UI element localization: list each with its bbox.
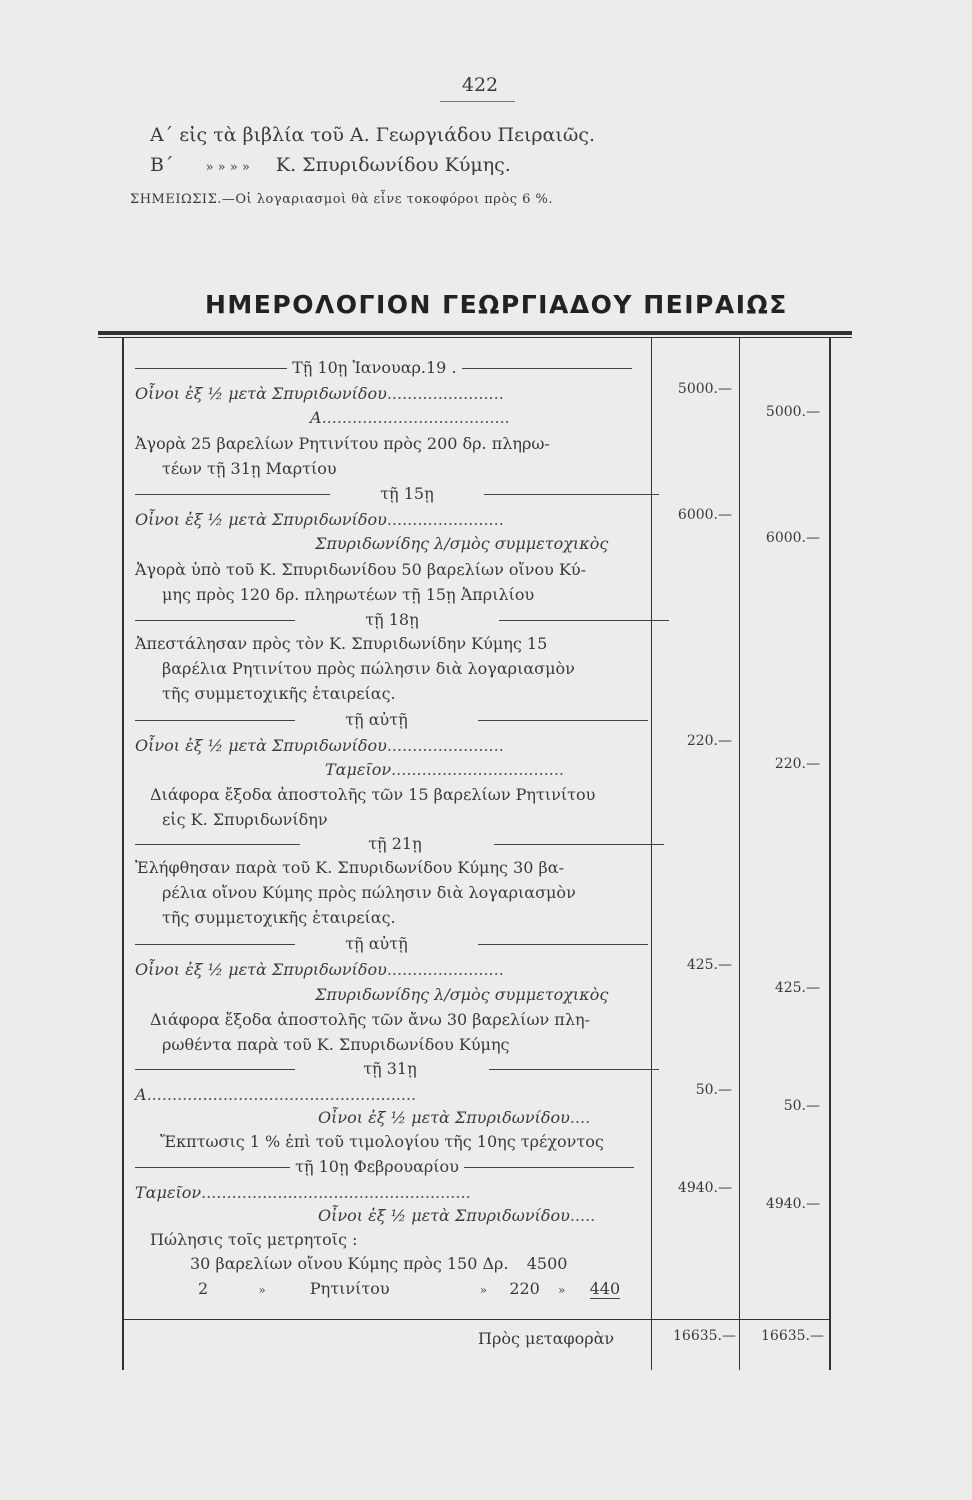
entry-4-text-2: εἰς Κ. Σπυριδωνίδην — [162, 810, 328, 829]
entry-6-date — [135, 934, 648, 953]
sale-row-2-desc: Ρητινίτου — [309, 1279, 390, 1298]
dot-leader: ....................... — [386, 736, 504, 755]
entry-2-date — [135, 484, 659, 503]
dot-leader: ..................................................... — [146, 1085, 417, 1104]
entry-1-credit: 5000.— — [765, 404, 820, 420]
dot-leader: .... — [569, 1108, 591, 1127]
page-number-underline — [440, 101, 515, 102]
entry-3-date — [135, 610, 669, 629]
entry-4-credit-line — [325, 760, 564, 779]
date-dash-left — [135, 494, 330, 495]
line-b-ditto: » » » » — [205, 160, 250, 175]
entry-6-debit: 425.— — [686, 957, 732, 973]
entry-4-text-1: Διάφορα ἔξοδα ἀποστολῆς τῶν 15 βαρελίων Ρητινίτου — [150, 785, 596, 804]
date-dash-right — [494, 844, 664, 845]
entry-7-credit-line — [318, 1108, 590, 1127]
entry-2-text-2: μης πρὸς 120 δρ. πληρωτέων τῇ 15ῃ Ἀπριλίου — [162, 585, 535, 604]
date-dash-right — [462, 368, 632, 369]
dot-leader: ..................................... — [321, 408, 510, 427]
entry-8-date-text: τῇ 10ῃ Φεβρουαρίου — [295, 1157, 459, 1176]
entry-6-credit-account: Σπυριδωνίδης λ/σμὸς συμμετοχικὸς — [315, 985, 609, 1004]
top-rule-thick — [98, 331, 852, 335]
entry-7-debit-account: Α — [135, 1085, 147, 1104]
entry-5-date-text: τῇ 21ῃ — [368, 834, 422, 853]
entry-4-credit: 220.— — [774, 756, 820, 772]
journal-title: ΗΜΕΡΟΛΟΓΙΟΝ ΓΕΩΡΓΙΑΔΟΥ ΠΕΙΡΑΙΩΣ — [205, 290, 788, 319]
entry-6-text-2: ρωθέντα παρὰ τοῦ Κ. Σπυριδωνίδου Κύμης — [162, 1035, 510, 1054]
sale-row-2 — [198, 1279, 620, 1298]
date-dash-left — [135, 1167, 290, 1168]
entry-7-debit: 50.— — [695, 1082, 732, 1098]
entry-5-text-1: Ἐλήφθησαν παρὰ τοῦ Κ. Σπυριδωνίδου Κύμης 30 βα- — [135, 858, 564, 877]
dot-leader: ..... — [569, 1206, 596, 1225]
carry-forward-rule — [122, 1319, 830, 1320]
entry-8-debit-line — [135, 1183, 471, 1202]
entry-8-debit: 4940.— — [677, 1180, 732, 1196]
date-dash-right — [499, 620, 669, 621]
entry-8-date — [135, 1157, 634, 1176]
entry-1-text-2: τέων τῇ 31ῃ Μαρτίου — [162, 459, 337, 478]
entry-4-debit-account: Οἶνοι ἐξ ½ μετὰ Σπυριδωνίδου — [135, 736, 387, 755]
carry-forward-debit: 16635.— — [673, 1328, 736, 1344]
sale-row-1 — [190, 1254, 567, 1273]
date-dash-right — [489, 1069, 659, 1070]
entry-3-text-3: τῆς συμμετοχικῆς ἑταιρείας. — [162, 684, 396, 703]
entry-7-text-1: Ἔκπτωσις 1 % ἐπὶ τοῦ τιμολογίου τῆς 10ης τρέχοντος — [160, 1132, 604, 1151]
entry-8-credit: 4940.— — [765, 1196, 820, 1212]
carry-forward-label: Πρὸς μεταφορὰν — [478, 1329, 615, 1348]
entry-6-text-1: Διάφορα ἔξοδα ἀποστολῆς τῶν ἄνω 30 βαρελίων πλη- — [150, 1010, 590, 1029]
header-line-b — [150, 154, 511, 176]
sale-row-1-desc: βαρελίων οἴνου Κύμης πρὸς 150 Δρ. — [215, 1254, 509, 1273]
date-dash-right — [478, 720, 648, 721]
entry-1-debit-line — [135, 384, 504, 403]
date-dash-left — [135, 1069, 295, 1070]
entry-6-debit-account: Οἶνοι ἐξ ½ μετὰ Σπυριδωνίδου — [135, 960, 387, 979]
sale-row-2-amount: 440 — [589, 1279, 621, 1298]
left-margin-line — [122, 337, 124, 1370]
entry-5-text-3: τῆς συμμετοχικῆς ἑταιρείας. — [162, 908, 396, 927]
dot-leader: .................................. — [391, 760, 565, 779]
date-dash-left — [135, 844, 300, 845]
sale-row-2-ditto3: » — [558, 1283, 566, 1297]
entry-1-debit: 5000.— — [677, 381, 732, 397]
sale-row-2-qty: 2 — [198, 1279, 209, 1298]
entry-8-credit-line — [318, 1206, 595, 1225]
entry-4-debit-line — [135, 736, 504, 755]
entry-7-credit-account: Οἶνοι ἐξ ½ μετὰ Σπυριδωνίδου — [318, 1108, 570, 1127]
credit-col-line — [739, 337, 740, 1370]
sale-row-2-ditto2: » — [479, 1283, 488, 1297]
entry-4-debit: 220.— — [686, 733, 732, 749]
dot-leader: ..................................................... — [201, 1183, 471, 1202]
entry-5-date — [135, 834, 664, 853]
entry-6-credit-line — [315, 985, 608, 1004]
entry-2-credit-line — [315, 534, 608, 553]
dot-leader: ....................... — [386, 384, 504, 403]
entry-1-debit-account: Οἶνοι ἐξ ½ μετὰ Σπυριδωνίδου — [135, 384, 387, 403]
sale-row-1-qty: 30 — [190, 1254, 211, 1273]
entry-8-credit-account: Οἶνοι ἐξ ½ μετὰ Σπυριδωνίδου — [318, 1206, 570, 1225]
entry-4-credit-account: Ταμεῖον — [325, 760, 392, 779]
sale-row-1-amount: 4500 — [526, 1254, 568, 1273]
entry-7-credit: 50.— — [783, 1098, 820, 1114]
entry-2-credit-account: Σπυριδωνίδης λ/σμὸς συμμετοχικὸς — [315, 534, 609, 553]
entry-5-text-2: ρέλια οἴνου Κύμης πρὸς πώλησιν διὰ λογαριασμὸν — [162, 883, 576, 902]
entry-3-text-1: Ἀπεστάλησαν πρὸς τὸν Κ. Σπυριδωνίδην Κύμης 15 — [135, 634, 548, 653]
date-dash-left — [135, 620, 295, 621]
entry-1-date-text: Τῇ 10ῃ Ἰανουαρ.19 . — [292, 358, 457, 377]
entry-7-debit-line — [135, 1085, 416, 1104]
sale-row-2-ditto: » — [258, 1283, 266, 1297]
right-col-line — [829, 337, 831, 1370]
entry-2-debit-line — [135, 510, 504, 529]
dot-leader: ....................... — [386, 960, 504, 979]
date-dash-left — [135, 720, 295, 721]
dot-leader: ....................... — [386, 510, 504, 529]
entry-2-credit: 6000.— — [765, 530, 820, 546]
entry-6-date-text: τῇ αὐτῇ — [345, 934, 408, 953]
date-dash-left — [135, 368, 287, 369]
entry-1-credit-account: Α — [310, 408, 322, 427]
line-b-prefix: Β΄ — [150, 154, 174, 176]
date-dash-left — [135, 944, 295, 945]
date-dash-right — [484, 494, 659, 495]
date-dash-right — [478, 944, 648, 945]
entry-1-text-1: Ἀγορὰ 25 βαρελίων Ρητινίτου πρὸς 200 δρ. πληρω- — [135, 434, 550, 453]
date-dash-right — [464, 1167, 634, 1168]
entry-2-debit-account: Οἶνοι ἐξ ½ μετὰ Σπυριδωνίδου — [135, 510, 387, 529]
carry-forward-credit: 16635.— — [761, 1328, 824, 1344]
entry-3-date-text: τῇ 18ῃ — [365, 610, 419, 629]
entry-1-credit-line — [310, 408, 510, 427]
entry-7-date-text: τῇ 31ῃ — [363, 1059, 417, 1078]
header-line-a: Α΄ εἰς τὰ βιβλία τοῦ Α. Γεωργιάδου Πειραιῶς. — [150, 124, 596, 146]
entry-6-credit: 425.— — [774, 980, 820, 996]
note: ΣΗΜΕΙΩΣΙΣ.—Οἱ λογαριασμοὶ θὰ εἶνε τοκοφόροι πρὸς 6 %. — [130, 192, 554, 207]
entry-4-date — [135, 710, 648, 729]
entry-2-text-1: Ἀγορὰ ὑπὸ τοῦ Κ. Σπυριδωνίδου 50 βαρελίων οἴνου Κύ- — [135, 560, 587, 579]
entry-2-date-text: τῇ 15ῃ — [380, 484, 434, 503]
entry-8-text-1: Πώλησις τοῖς μετρητοῖς : — [150, 1230, 358, 1249]
page-number: 422 — [461, 74, 499, 96]
entry-7-date — [135, 1059, 659, 1078]
entry-3-text-2: βαρέλια Ρητινίτου πρὸς πώλησιν διὰ λογαριασμὸν — [162, 659, 575, 678]
sale-row-2-price: 220 — [509, 1279, 540, 1298]
entry-4-date-text: τῇ αὐτῇ — [345, 710, 408, 729]
entry-1-date — [135, 358, 632, 377]
entry-6-debit-line — [135, 960, 504, 979]
entry-2-debit: 6000.— — [677, 507, 732, 523]
line-b-text: Κ. Σπυριδωνίδου Κύμης. — [275, 154, 511, 176]
entry-8-debit-account: Ταμεῖον — [135, 1183, 202, 1202]
